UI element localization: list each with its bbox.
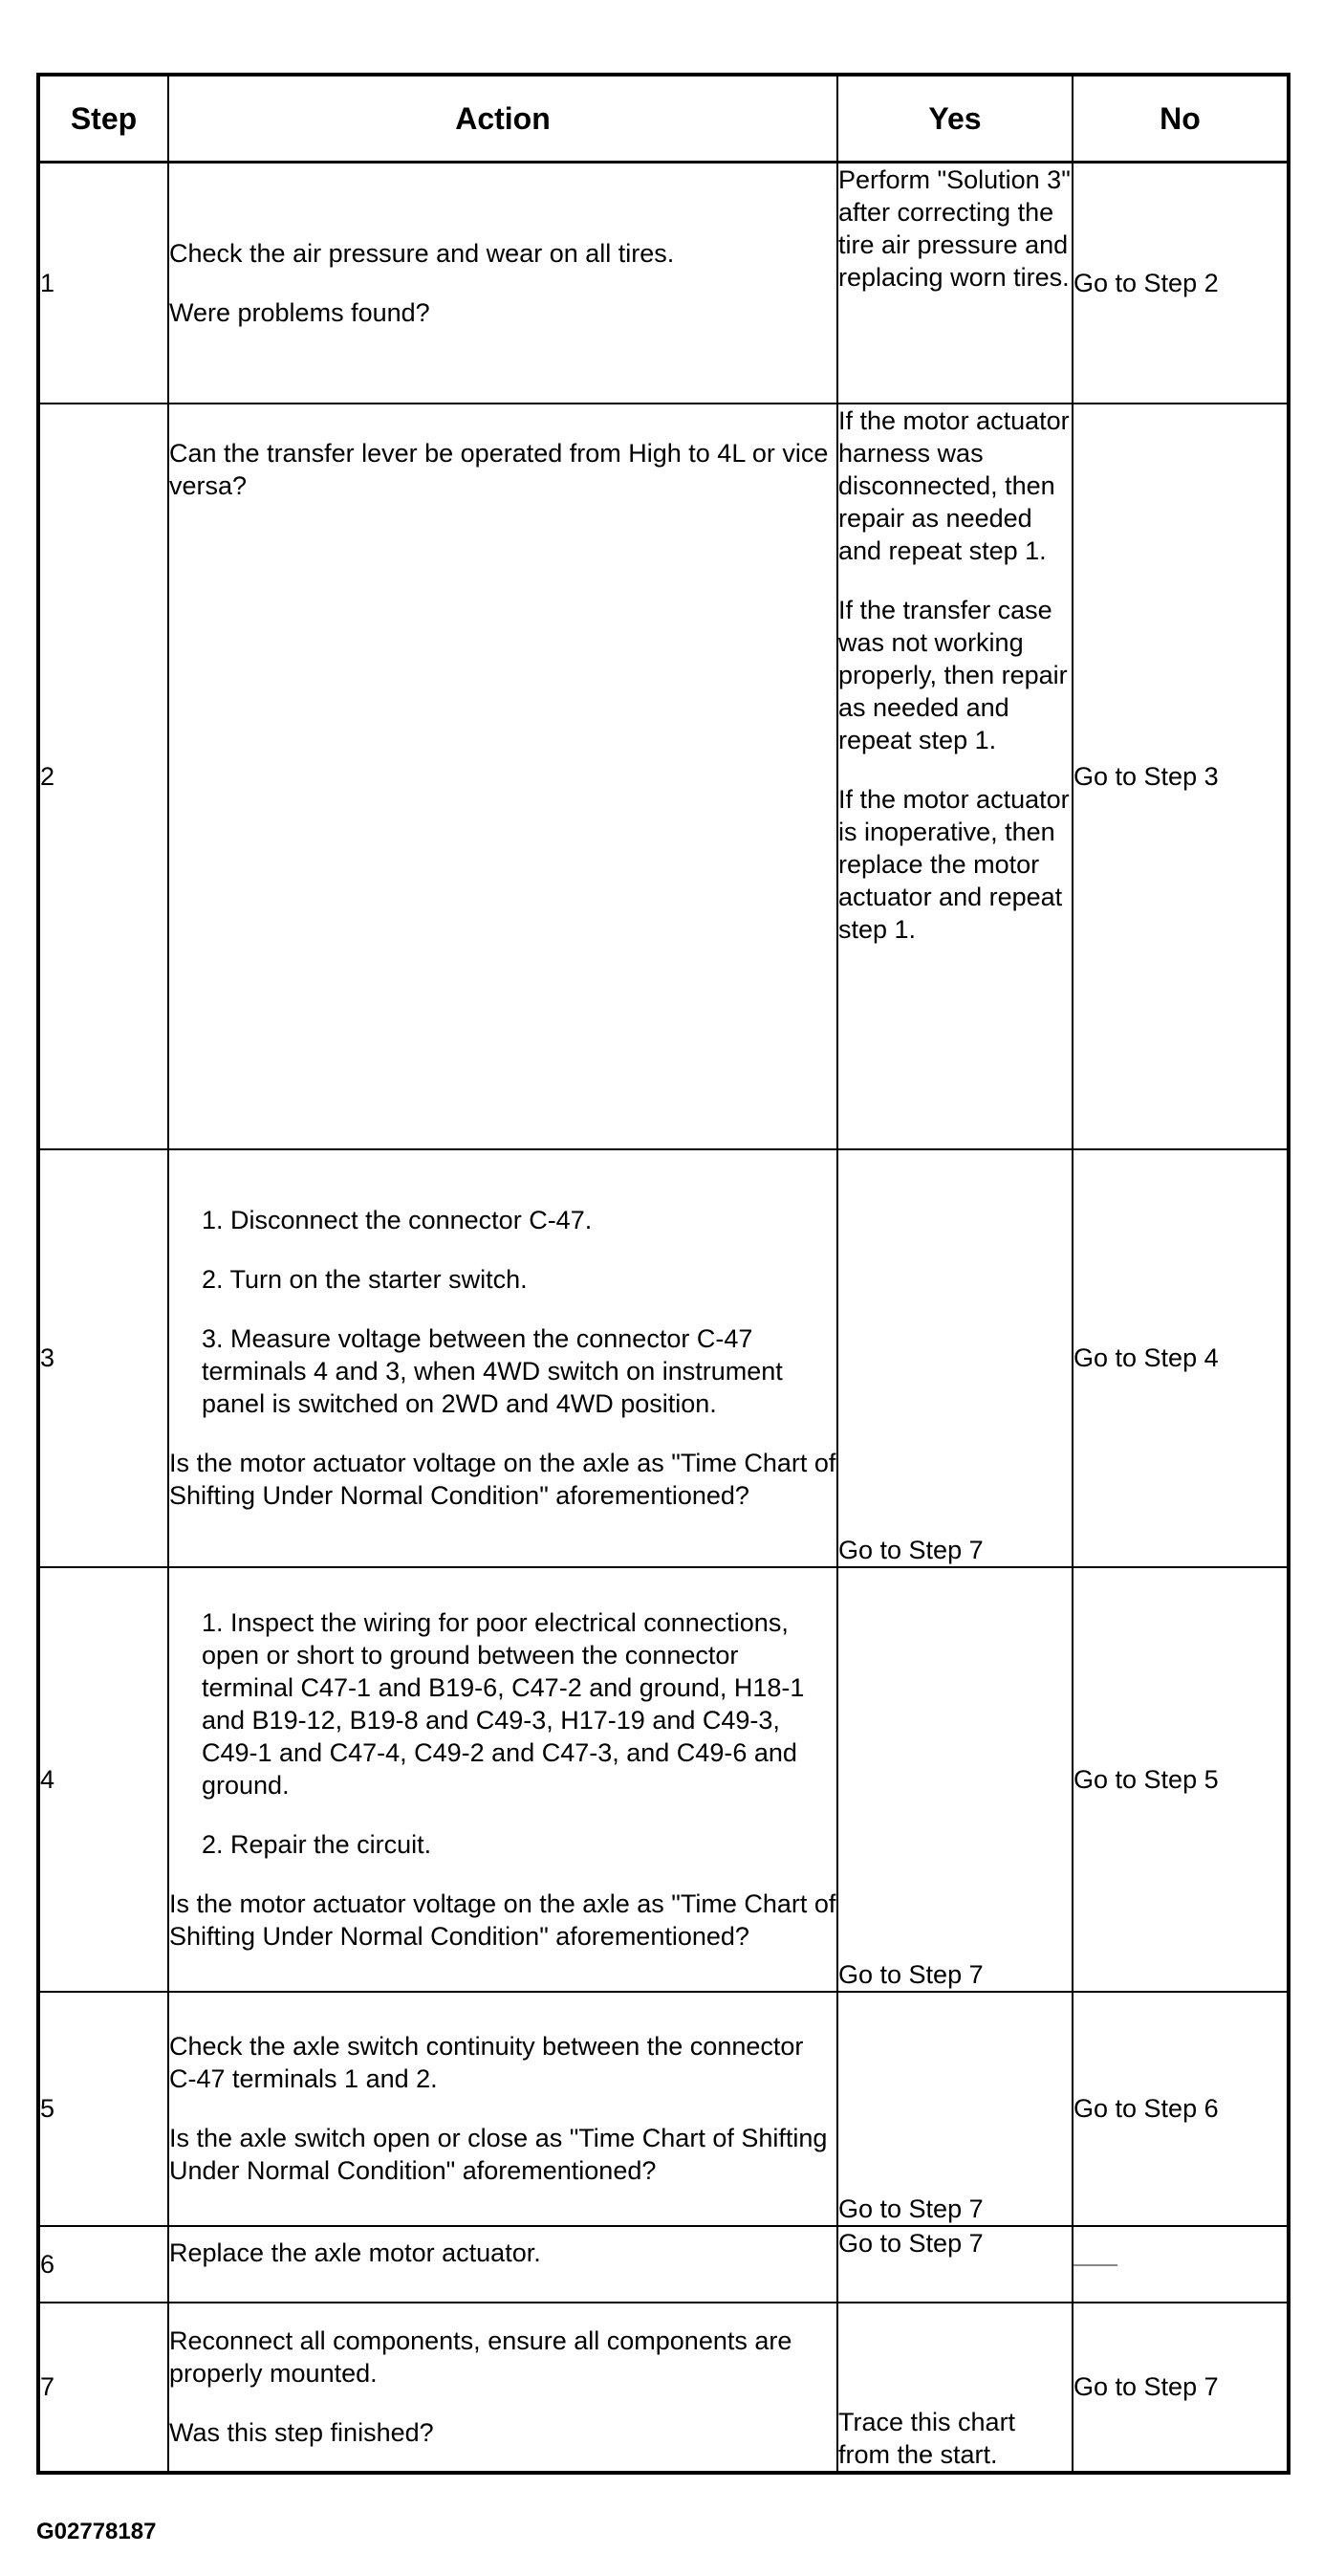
table-row: [38, 404, 1289, 1149]
yes-cell: [837, 163, 1073, 404]
yes-text: Perform "Solution 3" after correcting the tire air pressure and replacing worn tires.: [838, 165, 1071, 292]
yes-cell: Go to Step 7: [837, 1992, 1073, 2226]
no-cell: Go to Step 7: [1073, 2303, 1289, 2473]
action-cell: [168, 1149, 837, 1567]
table-row: [38, 2303, 1289, 2473]
action-question: Can the transfer lever be operated from High to 4L or vice versa?: [169, 438, 829, 500]
no-cell: Go to Step 2: [1073, 163, 1289, 404]
action-question: Was this step finished?: [169, 2418, 434, 2447]
step-number: 6: [38, 2226, 168, 2303]
action-cell: [168, 1992, 837, 2226]
step-number: 4: [38, 1567, 168, 1992]
yes-text: If the transfer case was not working properly, then repair as needed and repeat step 1.: [838, 595, 1068, 754]
figure-id: G02778187: [36, 2519, 157, 2544]
empty-dash: [1074, 2264, 1117, 2266]
table-row: [38, 1149, 1289, 1567]
step-number: 1: [38, 163, 168, 404]
action-question: Is the axle switch open or close as "Time Chart of Shifting Under Normal Condition" aforementioned?: [169, 2124, 828, 2185]
action-question: Is the motor actuator voltage on the axle as "Time Chart of Shifting Under Normal Condition" aforementioned?: [169, 1449, 836, 1510]
yes-text: If the motor actuator harness was disconnected, then repair as needed and repeat step 1.: [838, 405, 1070, 565]
header-no: No: [1073, 75, 1289, 163]
action-cell: [168, 404, 837, 1149]
step-number: 7: [38, 2303, 168, 2473]
table-row: [38, 1567, 1289, 1992]
yes-cell: Go to Step 7: [837, 1567, 1073, 1992]
action-step-item: 2. Repair the circuit.: [202, 1829, 432, 1859]
no-cell: [1073, 2226, 1289, 2303]
header-step: Step: [38, 75, 168, 163]
no-cell: Go to Step 3: [1073, 404, 1289, 1149]
action-cell: [168, 2226, 837, 2303]
action-text: Replace the axle motor actuator.: [169, 2238, 541, 2267]
action-text: Check the axle switch continuity between the connector C-47 terminals 1 and 2.: [169, 2032, 804, 2093]
table-row: [38, 2226, 1289, 2303]
action-cell: [168, 1567, 837, 1992]
no-cell: Go to Step 5: [1073, 1567, 1289, 1992]
yes-cell: Go to Step 7: [837, 1149, 1073, 1567]
diagnostic-table: [36, 73, 1290, 2475]
step-number: 5: [38, 1992, 168, 2226]
table-row: [38, 163, 1289, 404]
yes-text: If the motor actuator is inoperative, then replace the motor actuator and repeat step 1.: [838, 784, 1070, 944]
yes-cell: Go to Step 7: [837, 2226, 1073, 2303]
action-question: Were problems found?: [169, 297, 430, 327]
action-step-item: 1. Disconnect the connector C-47.: [202, 1206, 593, 1234]
header-yes: Yes: [837, 75, 1073, 163]
yes-cell: Trace this chart from the start.: [837, 2303, 1073, 2473]
action-text: Reconnect all components, ensure all components are properly mounted.: [169, 2326, 792, 2388]
action-question: Is the motor actuator voltage on the axle as "Time Chart of Shifting Under Normal Condition" aforementioned?: [169, 1888, 836, 1951]
action-cell: [168, 163, 837, 404]
header-row: [38, 75, 1289, 163]
no-cell: Go to Step 4: [1073, 1149, 1289, 1567]
action-step-item: 2. Turn on the starter switch.: [202, 1265, 528, 1294]
action-cell: [168, 2303, 837, 2473]
action-step-item: 1. Inspect the wiring for poor electrical connections, open or short to ground between the connector terminal C47-1 and B19-6, C47-2 and ground, H18-1 and B19-12, B19-8 and C49-3, H17-19 and C49-3, C49-1 and C47-4, C49-2 and C47-3, and C49-6 and ground.: [202, 1607, 805, 1800]
table-row: [38, 1992, 1289, 2226]
action-text: Check the air pressure and wear on all tires.: [169, 238, 675, 268]
step-number: 3: [38, 1149, 168, 1567]
step-number: 2: [38, 404, 168, 1149]
yes-cell: [837, 404, 1073, 1149]
action-steps: [169, 1606, 836, 1861]
no-cell: Go to Step 6: [1073, 1992, 1289, 2226]
action-step-item: 3. Measure voltage between the connector C-47 terminals 4 and 3, when 4WD switch on instrument panel is switched on 2WD and 4WD position.: [202, 1324, 783, 1418]
header-action: Action: [168, 75, 837, 163]
action-steps: [169, 1204, 836, 1420]
